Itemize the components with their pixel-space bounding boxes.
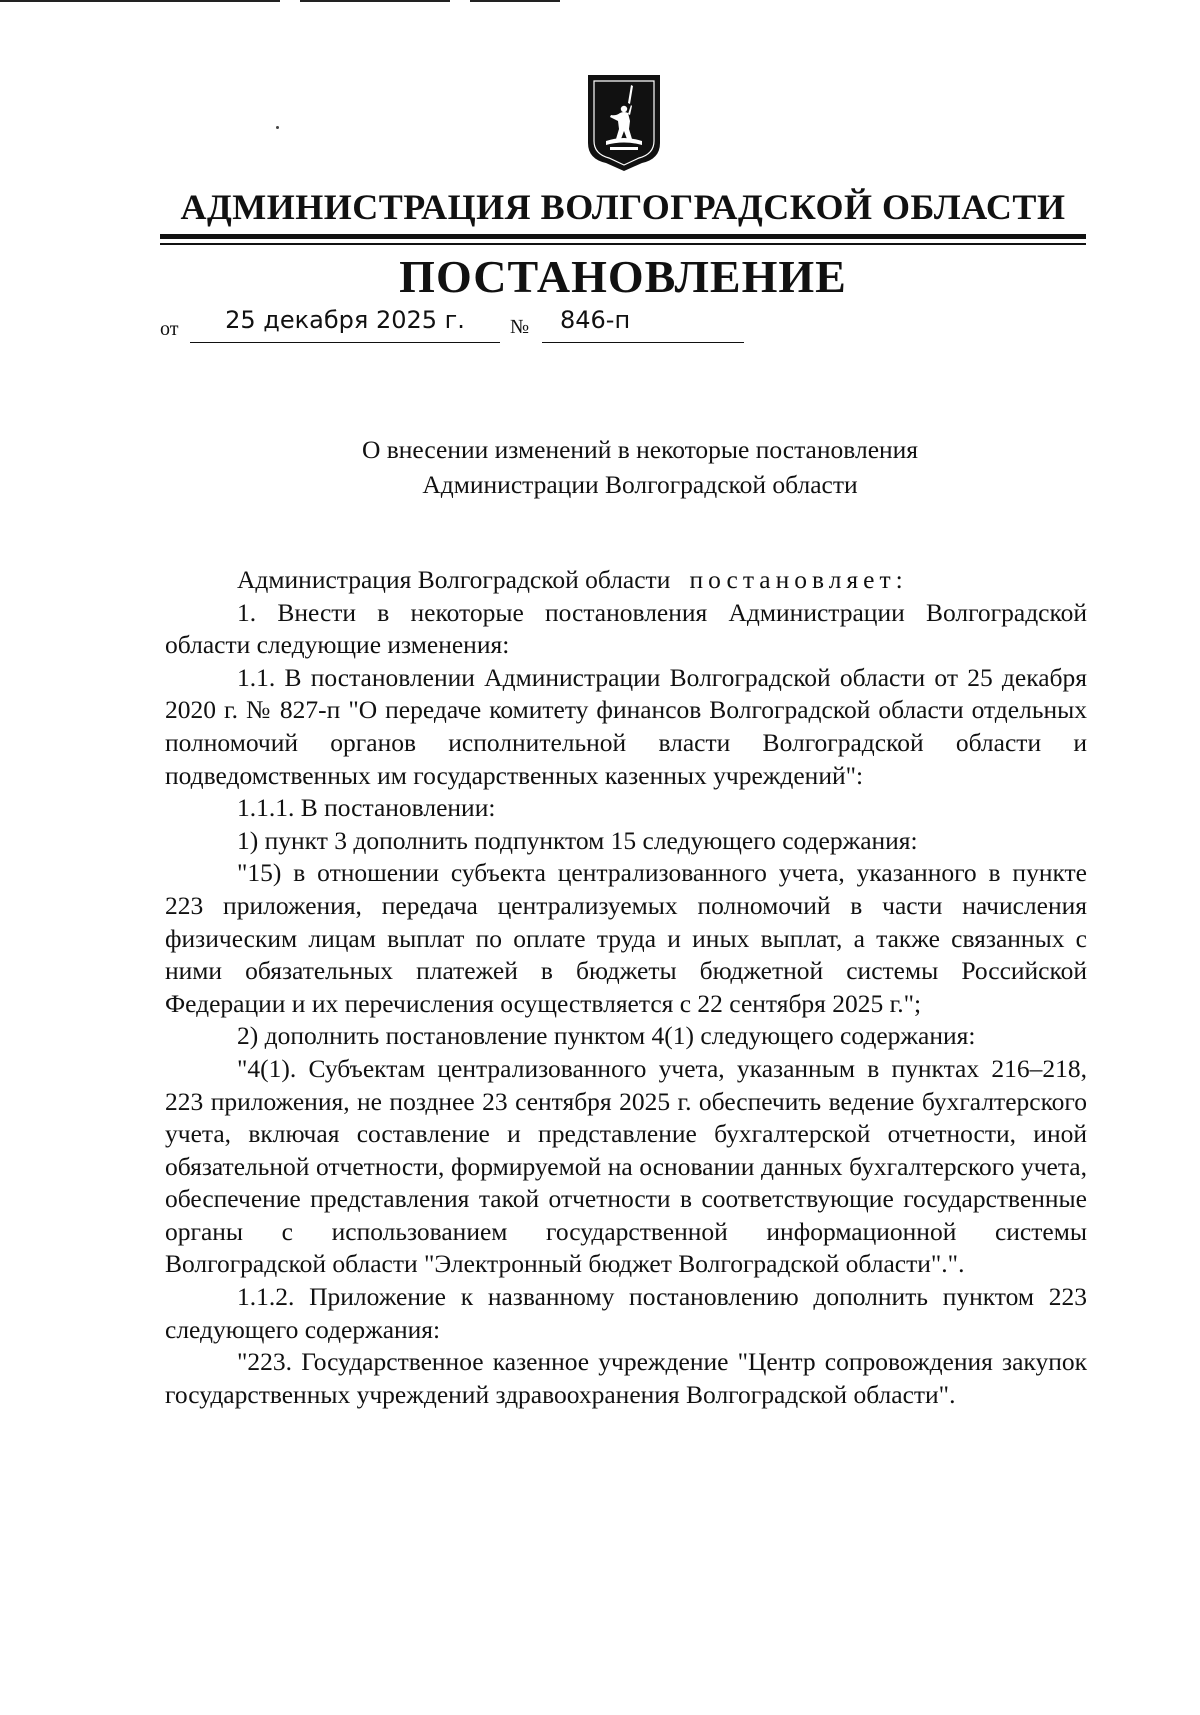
number-underline: [542, 342, 744, 343]
date-underline: [190, 342, 500, 343]
scan-edge-mark: [0, 0, 280, 2]
document-date: 25 декабря 2025 г.: [225, 306, 465, 334]
body-paragraph: "223. Государственное казенное учреждение "Центр сопровождения закупок государственных учреждений здравоохранения Волгоградской области".: [165, 1347, 1087, 1409]
date-prefix-label: от: [160, 318, 179, 340]
document-body: [165, 564, 1087, 1411]
organization-title: АДМИНИСТРАЦИЯ ВОЛГОГРАДСКОЙ ОБЛАСТИ: [180, 187, 1066, 227]
document-subject: [200, 432, 1080, 502]
header-rule-thick: [160, 234, 1086, 239]
number-label: №: [510, 316, 530, 338]
scan-edge-mark: [300, 0, 450, 2]
scan-speck: [276, 126, 279, 129]
header-rule-thin: [160, 243, 1086, 245]
body-paragraph: "4(1). Субъектам централизованного учета, указанным в пунктах 216–218, 223 приложения, не позднее 23 сентября 2025 г. обеспечить ведение бухгалтерского учета, включая составление и представление бухгалтерской отчетности, иной обязательной отчетности, формируемой на основании данных бухгалтерского учета, обеспечение представления такой отчетности в соответствующие государственные органы с использованием государственной информационной системы Волгоградской области "Электронный бюджет Волгоградской области".".: [165, 1053, 1087, 1279]
body-paragraph: 1) пункт 3 дополнить подпунктом 15 следующего содержания:: [237, 825, 918, 855]
body-paragraph: 1. Внести в некоторые постановления Администрации Волгоградской области следующие изменения:: [165, 597, 1087, 660]
preamble-verb: постановляет:: [689, 565, 908, 594]
scan-edge-mark: [470, 0, 560, 2]
preamble: [165, 564, 1087, 597]
preamble-subject: Администрация Волгоградской области: [237, 565, 671, 594]
subject-line: Администрации Волгоградской области: [422, 470, 858, 499]
body-paragraph: 1.1.2. Приложение к названному постановлению дополнить пунктом 223 следующего содержания:: [165, 1282, 1087, 1344]
body-paragraph: 2) дополнить постановление пунктом 4(1) следующего содержания:: [237, 1021, 976, 1051]
body-paragraph: "15) в отношении субъекта централизованного учета, указанного в пункте 223 приложения, передача централизуемых полномочий в части начисления физическим лицам выплат по оплате труда и иных выплат, а также связанных с ними обязательных платежей в бюджеты бюджетной системы Российской Федерации и их перечисления осуществляется с 22 сентября 2025 г.";: [165, 858, 1087, 1018]
document-number: 846-п: [560, 306, 631, 334]
motherland-calls-emblem-icon: [584, 73, 664, 173]
document-type-title: ПОСТАНОВЛЕНИЕ: [399, 251, 847, 302]
body-paragraph: 1.1.1. В постановлении:: [237, 793, 496, 823]
subject-line: О внесении изменений в некоторые постановления: [361, 435, 919, 464]
body-paragraph: 1.1. В постановлении Администрации Волгоградской области от 25 декабря 2020 г. № 827-п "О передаче комитету финансов Волгоградской области отдельных полномочий органов исполнительной власти Волгоградской области и подведомственных им государственных казенных учреждений":: [165, 662, 1087, 790]
